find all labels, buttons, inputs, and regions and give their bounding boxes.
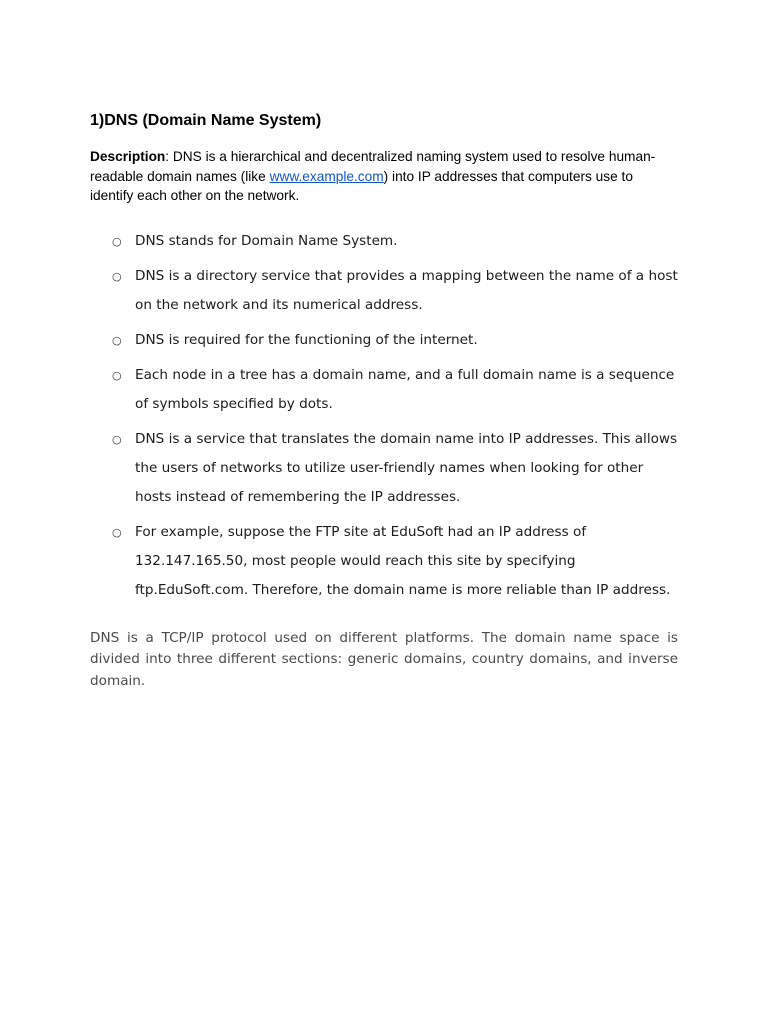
- list-item-text: Each node in a tree has a domain name, and a full domain name is a sequence of symbols specified by dots.: [135, 366, 675, 412]
- list-item: [90, 262, 678, 320]
- description-text-start: : DNS is a hierarchical and decentralized naming system used to resolve human-readable domain names (like: [90, 149, 656, 184]
- section-heading: 1)DNS (Domain Name System): [90, 112, 322, 129]
- list-item-text: DNS stands for Domain Name System.: [135, 232, 398, 249]
- list-item-text: For example, suppose the FTP site at EduSoft had an IP address of 132.147.165.50, most people would reach this site by specifying ftp.EduSoft.com. Therefore, the domain name is more reliable than IP address.: [135, 523, 671, 598]
- description-label: Description: [90, 149, 166, 164]
- circle-bullet-icon: ○: [112, 234, 122, 248]
- description-paragraph: [90, 147, 678, 206]
- closing-paragraph: DNS is a TCP/IP protocol used on different platforms. The domain name space is divided into three different sections: generic domains, country domains, and inverse domain.: [90, 629, 678, 689]
- list-item: [90, 326, 678, 355]
- circle-bullet-icon: ○: [112, 525, 122, 539]
- example-link[interactable]: www.example.com: [269, 168, 384, 184]
- list-item: [90, 361, 678, 419]
- list-item-text: DNS is a service that translates the domain name into IP addresses. This allows the users of networks to utilize user-friendly names when looking for other hosts instead of remembering the IP addresses.: [135, 430, 678, 505]
- circle-bullet-icon: ○: [112, 432, 122, 446]
- list-item-text: DNS is a directory service that provides a mapping between the name of a host on the network and its numerical address.: [135, 267, 678, 313]
- dns-facts-list: [90, 227, 678, 605]
- list-item-text: DNS is required for the functioning of the internet.: [135, 331, 478, 348]
- circle-bullet-icon: ○: [112, 333, 122, 347]
- document-page: [90, 110, 678, 706]
- list-item: [90, 425, 678, 512]
- description-text-end: ) into IP addresses that computers use to identify each other on the network.: [90, 168, 633, 203]
- list-item: [90, 518, 678, 605]
- list-item: [90, 227, 678, 256]
- circle-bullet-icon: ○: [112, 368, 122, 382]
- circle-bullet-icon: ○: [112, 269, 122, 283]
